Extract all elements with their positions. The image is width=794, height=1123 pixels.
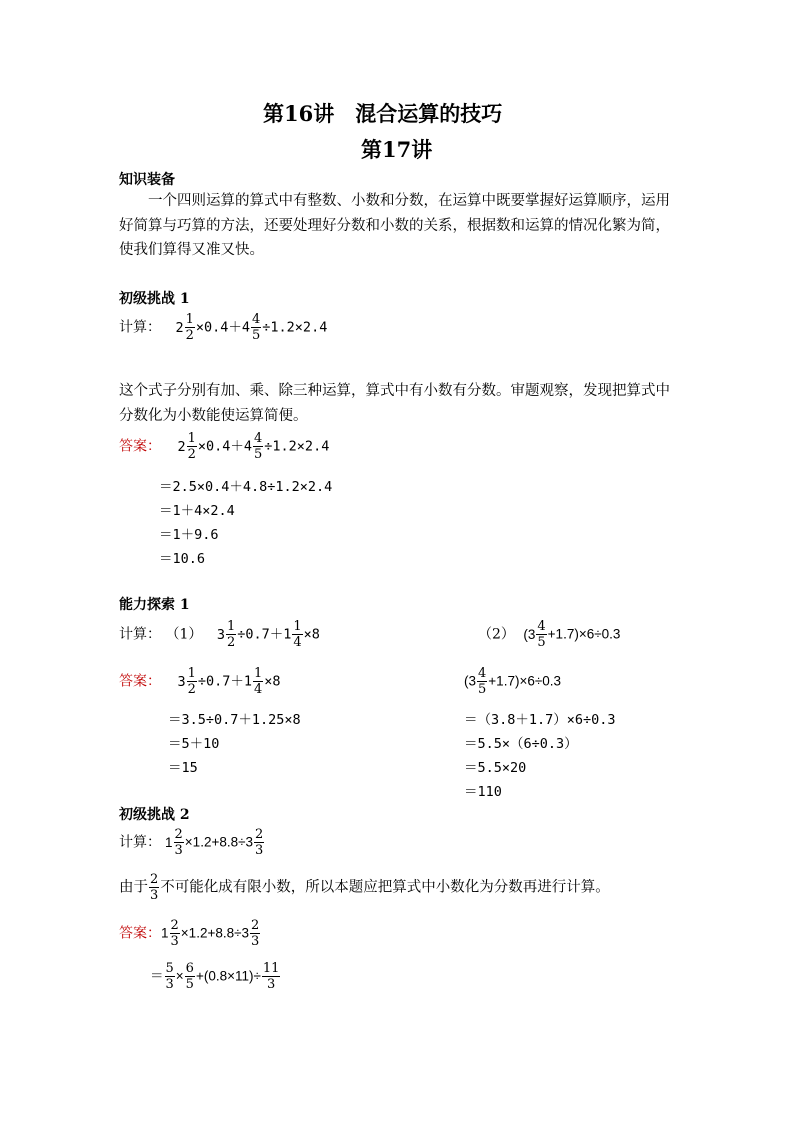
expression-part: ÷1.2×2.4 (264, 438, 330, 455)
whole-number: 2 (175, 319, 184, 336)
expression-part: ×0.4＋4 (197, 438, 253, 455)
explore1-answer1 (119, 667, 281, 696)
whole-number: 3 (177, 673, 186, 690)
fraction: $\frac{2}{3}$ (255, 827, 264, 858)
fraction: $\frac{5}{3}$ (165, 961, 174, 992)
knowledge-text: 一个四则运算的算式中有整数、小数和分数，在运算中既要掌握好运算顺序，运用好简算与巧算的方法，还要处理好分数和小数的关系，根据数和运算的情况化繁为简，使我们算得又准又快。 (119, 193, 670, 258)
expression-part: ×0.4＋4 (195, 319, 251, 336)
fraction: $\frac{1}{2}$ (187, 666, 196, 697)
fraction: $\frac{11}{3}$ (262, 961, 280, 992)
challenge1-expression (119, 313, 327, 342)
problem-label: （2） (478, 626, 515, 643)
expression-part: ÷0.7＋1 (197, 673, 253, 690)
explanation-text: 不可能化成有限小数，所以本题应把算式中小数化为分数再进行计算。 (160, 879, 610, 896)
fraction: $\frac{1}{2}$ (185, 312, 194, 343)
expression-part: ×1.2+8.8÷3 (180, 925, 250, 941)
fraction: $\frac{4}{5}$ (254, 431, 263, 462)
fraction: $\frac{2}{3}$ (170, 918, 179, 949)
challenge2-explanation (119, 873, 610, 902)
challenge1-answer (119, 432, 329, 461)
expression-part: ＝ (150, 968, 164, 984)
challenge1-heading: 初级挑战 1 (119, 291, 190, 307)
fraction: $\frac{6}{5}$ (185, 961, 194, 992)
answer-step: ＝2.5×0.4＋4.8÷1.2×2.4 (159, 479, 333, 495)
fraction: $\frac{2}{3}$ (150, 872, 159, 903)
answer-step: ＝1＋9.6 (159, 527, 219, 543)
challenge2-answer (119, 919, 261, 948)
problem-label: （1） (165, 626, 203, 643)
calc-label: 计算： (119, 626, 161, 643)
fraction: $\frac{1}{2}$ (226, 619, 236, 650)
answer-step: ＝（3.8＋1.7）×6÷0.3 (464, 712, 616, 728)
page-title: 第16讲 混合运算的技巧 (263, 101, 503, 126)
fraction: $\frac{2}{3}$ (251, 918, 260, 949)
explore1-heading: 能力探索 1 (119, 597, 190, 613)
expression-part: ×1.2+8.8÷3 (184, 834, 254, 850)
challenge2-step (150, 962, 281, 991)
whole-number: 1 (165, 834, 173, 850)
explore1-problem1 (119, 620, 320, 649)
expression-part: (3 (464, 673, 477, 689)
challenge2-heading: 初级挑战 2 (119, 807, 190, 823)
fraction: $\frac{4}{5}$ (252, 312, 261, 343)
answer-step: ＝5＋10 (168, 736, 220, 752)
expression-part: (3 (523, 626, 536, 642)
fraction: $\frac{1}{2}$ (187, 431, 196, 462)
challenge1-explanation: 这个式子分别有加、乘、除三种运算，算式中有小数有分数。审题观察，发现把算式中分数化为小数能使运算简便。 (119, 383, 670, 424)
fraction: $\frac{2}{3}$ (174, 827, 183, 858)
expression-part: ×8 (303, 626, 320, 643)
answer-step: ＝10.6 (159, 551, 206, 567)
answer-label: 答案： (119, 673, 161, 690)
answer-step: ＝110 (464, 784, 502, 800)
explore1-problem2 (478, 620, 620, 649)
expression-part: +(0.8×11)÷ (195, 968, 261, 984)
whole-number: 1 (161, 925, 169, 941)
knowledge-heading: 知识装备 (119, 172, 175, 188)
whole-number: 2 (177, 438, 186, 455)
expression-part: ×8 (264, 673, 281, 690)
challenge2-expression (119, 828, 265, 857)
answer-label: 答案： (119, 438, 161, 455)
answer-step: ＝15 (168, 760, 198, 776)
calc-label: 计算： (119, 834, 161, 851)
answer-step: ＝5.5×20 (464, 760, 527, 776)
expression-part: × (175, 968, 184, 984)
fraction: $\frac{4}{5}$ (478, 666, 487, 697)
calc-label: 计算： (119, 319, 161, 336)
fraction: $\frac{1}{4}$ (293, 619, 302, 650)
answer-step: ＝1＋4×2.4 (159, 503, 235, 519)
expression-part: ÷0.7＋1 (237, 626, 292, 643)
answer-step: ＝5.5×（6÷0.3） (464, 736, 578, 752)
fraction: $\frac{4}{5}$ (537, 619, 546, 650)
answer-step: ＝3.5÷0.7＋1.25×8 (168, 712, 301, 728)
explore1-answer2 (464, 667, 561, 696)
fraction: $\frac{1}{4}$ (254, 666, 263, 697)
page-subtitle: 第17讲 (361, 137, 433, 162)
expression-part: +1.7)×6÷0.3 (488, 673, 562, 689)
expression-part: ÷1.2×2.4 (262, 319, 328, 336)
expression-part: +1.7)×6÷0.3 (547, 626, 621, 642)
explanation-text: 由于 (119, 879, 148, 896)
answer-label: 答案： (119, 925, 161, 942)
whole-number: 3 (216, 626, 225, 643)
